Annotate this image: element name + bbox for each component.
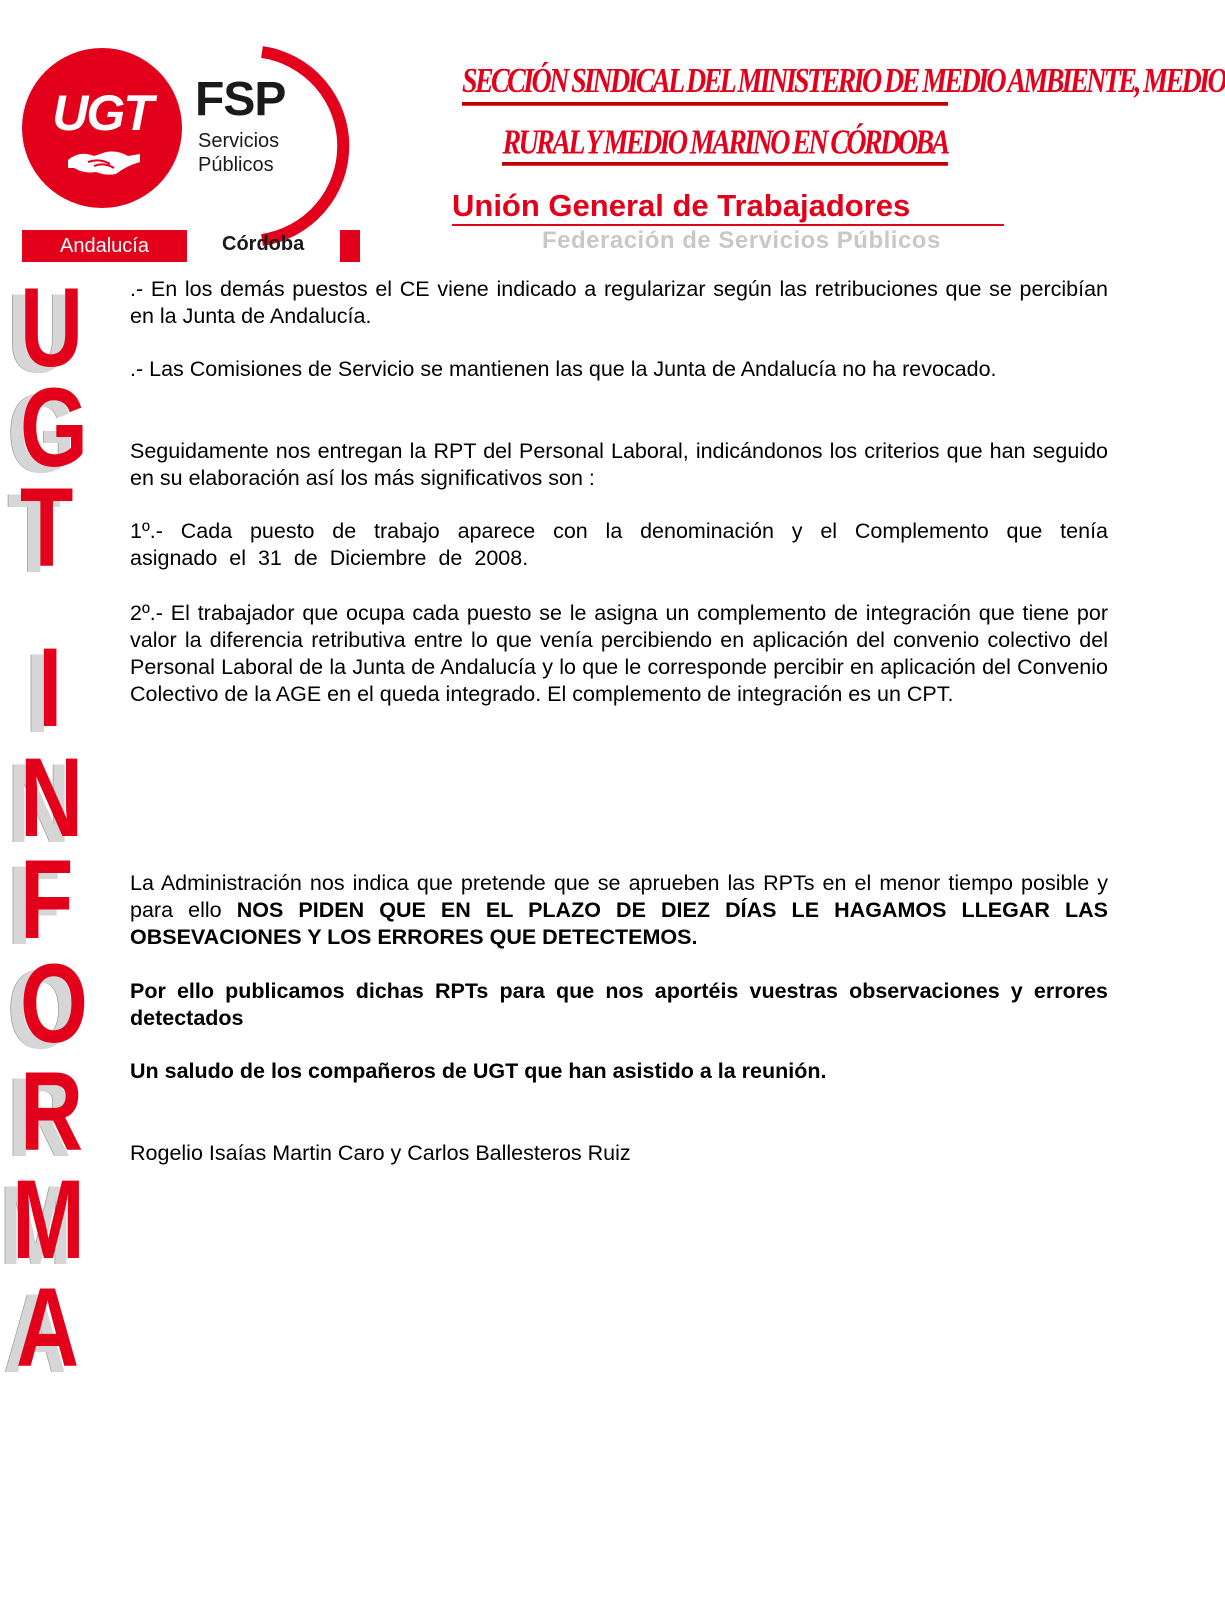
logo-fsp-text: FSP [195, 73, 286, 126]
section-title-line-1: SECCIÓN SINDICAL DEL MINISTERIO DE MEDIO AMBIENTE, MEDIO [462, 62, 948, 106]
union-title: Unión General de Trabajadores [452, 188, 1004, 226]
paragraph-criterio-1: 1º.- Cada puesto de trabajo aparece con la denominación y el Complemento que tenía asignado el 31 de Diciembre de 2008. [130, 519, 1108, 570]
logo-andalucia-label: Andalucía [22, 230, 187, 262]
paragraph-publicamos: Por ello publicamos dichas RPTs para que nos aportéis vuestras observaciones y errores detectados [130, 979, 1108, 1030]
side-letter: F [20, 837, 74, 962]
side-letter: M [12, 1157, 85, 1282]
paragraph-comisiones: .- Las Comisiones de Servicio se mantienen las que la Junta de Andalucía no ha revocado. [130, 357, 997, 381]
paragraph-ce: .- En los demás puestos el CE viene indicado a regularizar según las retribuciones que se percibían en la Junta de Andalucía. [130, 277, 1108, 328]
logo-red-bar [340, 230, 360, 262]
paragraph-administracion-bold: NOS PIDEN QUE EN EL PLAZO DE DIEZ DÍAS LE HAGAMOS LLEGAR LAS OBSEVACIONES Y LOS ERRORES QUE DETECTEMOS. [130, 898, 1109, 949]
side-letter: O [20, 941, 88, 1066]
paragraph-administracion-text: La Administración nos indica que pretende que se aprueben las RPTs en el menor tiempo posible y para ello [130, 871, 1108, 922]
side-letter: U [20, 265, 84, 390]
side-letter: I [38, 625, 63, 750]
paragraph-criterio-2: 2º.- El trabajador que ocupa cada puesto se le asigna un complemento de integración que tiene por valor la diferencia retributiva entre lo que venía percibiendo en aplicación del convenio colectivo del Personal Laboral de la Junta de Andalucía y lo que le corresponde percibir en aplicación del Convenio Colectivo de la AGE en el queda integrado. El complemento de integración es un CPT. [130, 601, 1108, 706]
side-letter: A [16, 1265, 80, 1390]
section-title [462, 62, 1225, 163]
federacion-subtitle: Federación de Servicios Públicos [542, 227, 941, 254]
logo-ugt-text: UGT [52, 85, 152, 141]
logo-servicios-text: Servicios [198, 130, 280, 152]
logo-publicos-text: Públicos [198, 154, 274, 176]
side-letter: N [20, 735, 84, 860]
handshake-icon [66, 146, 142, 176]
ugt-fsp-logo [22, 44, 367, 262]
logo-arc-icon [202, 44, 362, 244]
side-letter: G [20, 365, 88, 490]
side-letter: R [20, 1049, 84, 1174]
paragraph-saludo: Un saludo de los compañeros de UGT que han asistido a la reunión. [130, 1059, 827, 1083]
side-letter: T [20, 465, 74, 590]
signature-names: Rogelio Isaías Martin Caro y Carlos Ballesteros Ruiz [130, 1141, 631, 1165]
ugt-informa-side-banner [0, 265, 124, 1392]
logo-cordoba-label: Córdoba [222, 233, 305, 255]
paragraph-administracion [130, 870, 1108, 951]
paragraph-rpt-laboral: Seguidamente nos entregan la RPT del Personal Laboral, indicándonos los criterios que han seguido en su elaboración así los más significativos son : [130, 439, 1108, 490]
section-title-line-2: RURAL Y MEDIO MARINO EN CÓRDOBA [502, 123, 947, 166]
